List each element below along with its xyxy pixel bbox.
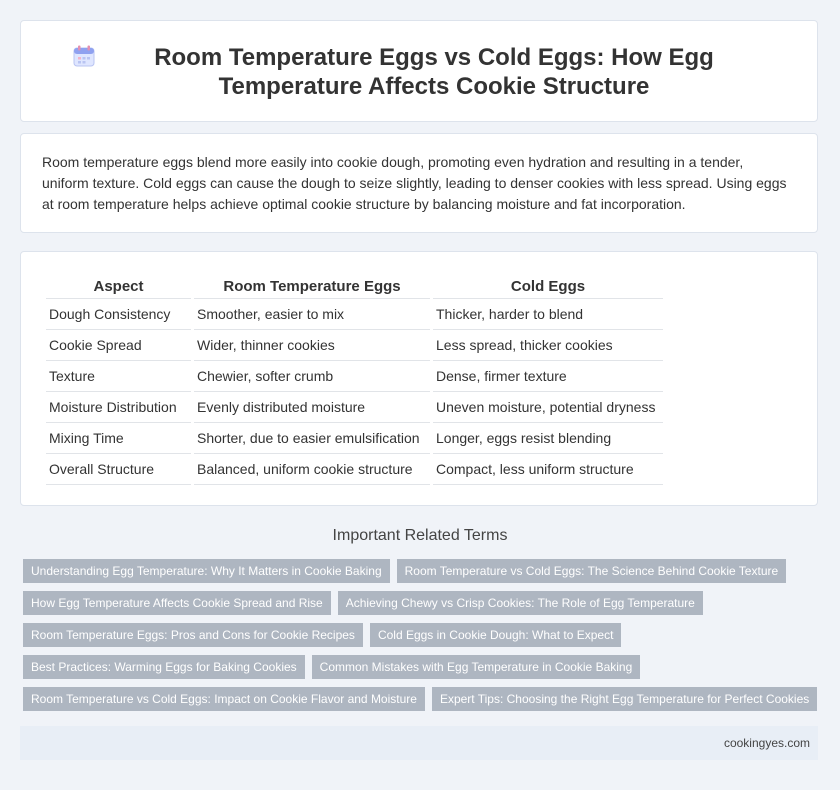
table-cell: Texture — [46, 361, 191, 392]
table-cell: Evenly distributed moisture — [194, 392, 430, 423]
site-name[interactable]: cookingyes.com — [723, 736, 810, 750]
table-cell: Less spread, thicker cookies — [433, 330, 663, 361]
comparison-table-card — [20, 251, 818, 506]
related-term-link[interactable]: Room Temperature Eggs: Pros and Cons for Cookie Recipes — [23, 623, 363, 647]
table-cell: Moisture Distribution — [46, 392, 191, 423]
page-title: Room Temperature Eggs vs Cold Eggs: How Egg Temperature Affects Cookie Structure — [154, 44, 714, 100]
intro-card — [20, 133, 818, 233]
table-row — [46, 330, 663, 361]
table-cell: Cookie Spread — [46, 330, 191, 361]
related-term-link[interactable]: Understanding Egg Temperature: Why It Matters in Cookie Baking — [23, 559, 390, 583]
table-cell: Dense, firmer texture — [433, 361, 663, 392]
table-row — [46, 392, 663, 423]
related-term-link[interactable]: Room Temperature vs Cold Eggs: The Science Behind Cookie Texture — [397, 559, 787, 583]
table-cell: Compact, less uniform structure — [433, 454, 663, 485]
related-term-link[interactable]: Common Mistakes with Egg Temperature in Cookie Baking — [312, 655, 641, 679]
table-cell: Thicker, harder to blend — [433, 299, 663, 330]
table-row — [46, 423, 663, 454]
table-cell: Wider, thinner cookies — [194, 330, 430, 361]
related-terms-title: Important Related Terms — [332, 527, 508, 544]
column-header: Cold Eggs — [433, 275, 663, 299]
table-cell: Chewier, softer crumb — [194, 361, 430, 392]
related-terms-list — [23, 559, 823, 711]
table-cell: Longer, eggs resist blending — [433, 423, 663, 454]
intro-text: Room temperature eggs blend more easily into cookie dough, promoting even hydration and resulting in a tender, uniform texture. Cold eggs can cause the dough to seize slightly, leading to denser cookies with less spread. Using eggs at room temperature helps achieve optimal cookie structure by balancing moisture and fat incorporation. — [42, 154, 787, 212]
table-row — [46, 454, 663, 485]
related-term-link[interactable]: Cold Eggs in Cookie Dough: What to Expect — [370, 623, 621, 647]
table-cell: Shorter, due to easier emulsification — [194, 423, 430, 454]
table-cell: Dough Consistency — [46, 299, 191, 330]
column-header: Aspect — [46, 275, 191, 299]
footer — [20, 726, 818, 760]
related-term-link[interactable]: Best Practices: Warming Eggs for Baking Cookies — [23, 655, 305, 679]
table-header-row — [46, 275, 663, 299]
table-cell: Uneven moisture, potential dryness — [433, 392, 663, 423]
table-cell: Mixing Time — [46, 423, 191, 454]
column-header: Room Temperature Eggs — [194, 275, 430, 299]
related-term-link[interactable]: Room Temperature vs Cold Eggs: Impact on Cookie Flavor and Moisture — [23, 687, 425, 711]
related-term-link[interactable]: How Egg Temperature Affects Cookie Spread and Rise — [23, 591, 331, 615]
related-term-link[interactable]: Expert Tips: Choosing the Right Egg Temperature for Perfect Cookies — [432, 687, 817, 711]
header-card — [20, 20, 818, 122]
table-cell: Overall Structure — [46, 454, 191, 485]
table-row — [46, 299, 663, 330]
table-cell: Balanced, uniform cookie structure — [194, 454, 430, 485]
comparison-table — [43, 275, 666, 485]
table-cell: Smoother, easier to mix — [194, 299, 430, 330]
table-row — [46, 361, 663, 392]
related-term-link[interactable]: Achieving Chewy vs Crisp Cookies: The Role of Egg Temperature — [338, 591, 703, 615]
